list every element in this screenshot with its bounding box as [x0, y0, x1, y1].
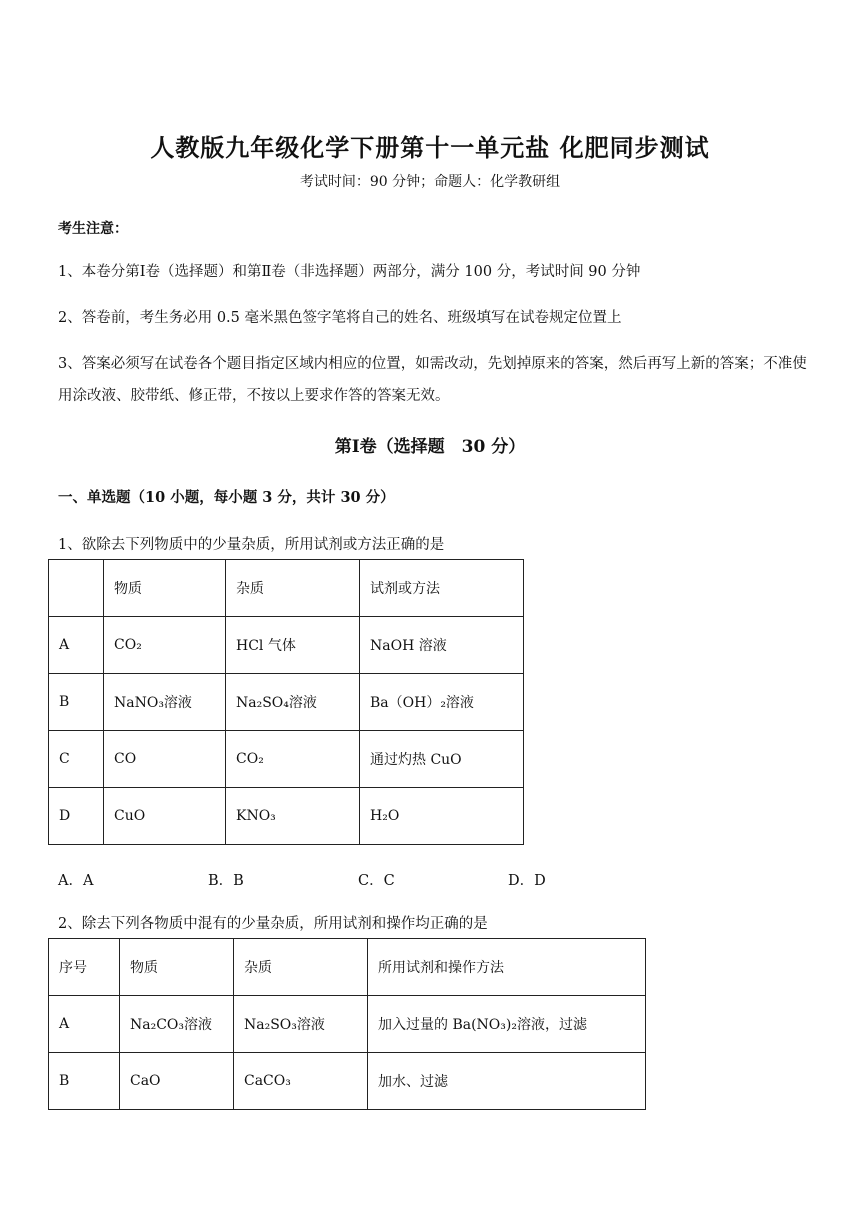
table-cell [49, 560, 104, 617]
question-1-stem: 1、欲除去下列物质中的少量杂质，所用试剂或方法正确的是 [58, 537, 445, 553]
table-row [49, 788, 524, 845]
question-1-table [48, 559, 524, 845]
table-cell: KNO₃ [226, 788, 360, 845]
table-cell: CaCO₃ [234, 1053, 368, 1110]
table-cell: CO₂ [226, 731, 360, 788]
table-header-row [49, 560, 524, 617]
table-cell: 杂质 [234, 939, 368, 996]
table-cell: CaO [120, 1053, 234, 1110]
notice-item: 1、本卷分第Ⅰ卷（选择题）和第Ⅱ卷（非选择题）两部分，满分 100 分，考试时间 90 分钟 [58, 264, 641, 280]
option-c[interactable]: C．C [358, 873, 395, 889]
table-cell: CO₂ [104, 617, 226, 674]
table-row [49, 731, 524, 788]
table-cell: 杂质 [226, 560, 360, 617]
page-title: 人教版九年级化学下册第十一单元盐 化肥同步测试 [150, 133, 710, 162]
table-cell: Na₂SO₄溶液 [226, 674, 360, 731]
notice-item: 2、答卷前，考生务必用 0.5 毫米黑色签字笔将自己的姓名、班级填写在试卷规定位置上 [58, 310, 622, 326]
table-cell: B [49, 674, 104, 731]
table-cell: 序号 [49, 939, 120, 996]
table-row [49, 674, 524, 731]
question-group-heading: 一、单选题（10 小题，每小题 3 分，共计 30 分） [58, 489, 395, 506]
table-cell: 加入过量的 Ba(NO₃)₂溶液，过滤 [368, 996, 646, 1053]
table-cell: Ba（OH）₂溶液 [360, 674, 524, 731]
question-2-table [48, 938, 646, 1110]
notice-item: 3、答案必须写在试卷各个题目指定区域内相应的位置，如需改动，先划掉原来的答案，然后再写上新的答案；不准使用涂改液、胶带纸、修正带，不按以上要求作答的答案无效。 [58, 356, 807, 404]
table-cell: D [49, 788, 104, 845]
table-cell: 所用试剂和操作方法 [368, 939, 646, 996]
table-cell: CO [104, 731, 226, 788]
section-title: 第Ⅰ卷（选择题 30 分） [334, 437, 526, 457]
table-row [49, 1053, 646, 1110]
question-2-stem: 2、除去下列各物质中混有的少量杂质，所用试剂和操作均正确的是 [58, 916, 488, 932]
table-cell: A [49, 996, 120, 1053]
table-cell: C [49, 731, 104, 788]
table-cell: Na₂CO₃溶液 [120, 996, 234, 1053]
option-d[interactable]: D．D [508, 873, 546, 889]
table-cell: 物质 [104, 560, 226, 617]
table-cell: 试剂或方法 [360, 560, 524, 617]
table-row [49, 617, 524, 674]
option-b[interactable]: B．B [208, 873, 244, 889]
table-cell: 加水、过滤 [368, 1053, 646, 1110]
table-row [49, 996, 646, 1053]
table-cell: 通过灼热 CuO [360, 731, 524, 788]
table-header-row [49, 939, 646, 996]
table-cell: NaNO₃溶液 [104, 674, 226, 731]
table-cell: HCl 气体 [226, 617, 360, 674]
table-cell: NaOH 溶液 [360, 617, 524, 674]
table-cell: 物质 [120, 939, 234, 996]
table-cell: H₂O [360, 788, 524, 845]
table-cell: B [49, 1053, 120, 1110]
option-a[interactable]: A．A [58, 873, 94, 889]
table-cell: A [49, 617, 104, 674]
exam-info: 考试时间：90 分钟；命题人：化学教研组 [299, 174, 561, 190]
notice-heading: 考生注意： [58, 221, 128, 237]
table-cell: Na₂SO₃溶液 [234, 996, 368, 1053]
table-cell: CuO [104, 788, 226, 845]
